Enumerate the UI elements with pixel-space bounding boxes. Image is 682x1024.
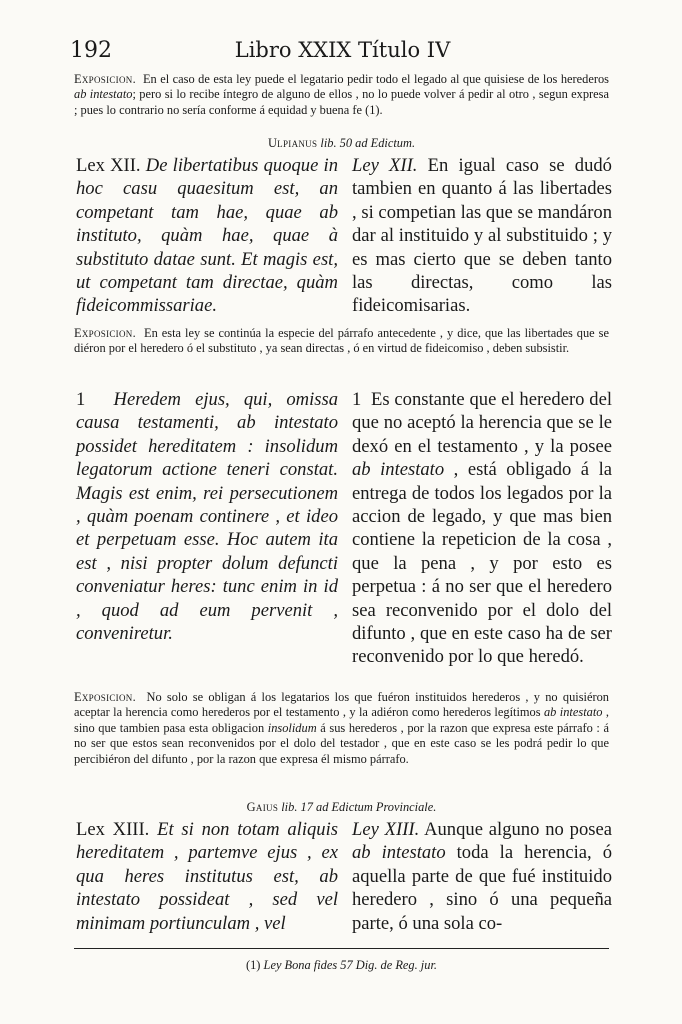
page-header xyxy=(70,38,615,66)
section-1-spanish-text: Es constante que el heredero del que no aceptó la herencia que se le dexó en el testamento , y la posee xyxy=(352,389,612,457)
ley-12-label: Ley XII. xyxy=(352,155,418,176)
footnote-rule xyxy=(74,948,609,949)
exposicion-text: ; pero si lo recibe íntegro de alguno de ellos , no lo puede volver á pedir al otro , segun expresa ; pues lo contrario no sería conforme á equidad y buena fe (1). xyxy=(74,87,609,117)
section-1-number: 1 xyxy=(352,389,362,410)
ley-13-spanish xyxy=(352,818,612,935)
exposicion-text: En esta ley se continúa la especie del párrafo antecedente , y dice, que las libertades que se diéron por el heredero ó el substituto , ya sean directas , ó en virtud de fideicomiso , deben subsistir. xyxy=(74,326,609,356)
attribution-author: Ulpianus xyxy=(267,136,318,150)
exposicion-text: En el caso de esta ley puede el legatario pedir todo el legado al que quisiese de los herederos xyxy=(142,72,609,86)
ley-13-label: Ley XIII. xyxy=(352,819,420,840)
attribution-gaius xyxy=(74,800,609,815)
exposicion-italic: insolidum xyxy=(267,720,317,735)
attribution-source: lib. 50 ad Edictum. xyxy=(320,136,416,150)
ley-12-spanish xyxy=(352,154,612,318)
page-number: 192 xyxy=(70,38,112,63)
lex-12-latin xyxy=(76,154,338,318)
exposicion-italic: ab intestato xyxy=(74,87,133,102)
section-1-spanish xyxy=(352,388,612,669)
section-1-italic: ab intestato xyxy=(352,459,445,481)
lex-13-label: Lex XIII. xyxy=(76,819,150,840)
lex-12-text: De libertatibus quoque in hoc casu quaesitum est, an competant tam hae, quae ab instituto, quàm hae, quae à substituto datae sunt. Et magis est, ut competant tam directae, quàm fideicommissariae. xyxy=(76,155,338,317)
exposicion-text: , sino que tambien pasa esta obligacion xyxy=(74,705,610,735)
running-title: Libro XXIX Título IV xyxy=(234,38,451,62)
footnote xyxy=(74,958,609,973)
ley-13-italic: ab intestato xyxy=(352,842,446,864)
lex-13-text: Et si non totam aliquis hereditatem , partemve ejus , ex qua heres institutus est, ab intestato possideat , sed vel minimam portiunculam , vel xyxy=(76,819,339,934)
exposicion-text: á sus herederos , por la razon que expresa este párrafo : á no ser que estos sean reconvenidos por el dolo del testador , que en este caso se les podrá pedir lo que percibiéron del difunto , por la razon que expresa él mismo párrafo. xyxy=(74,720,609,766)
exposicion-1 xyxy=(74,72,609,118)
footnote-marker: (1) xyxy=(245,958,261,972)
exposicion-text: No solo se obligan á los legatarios los que fuéron instituidos herederos , y no quisiéron aceptar la herencia como herederos por el testamento , y la adiéron como herederos legítimos xyxy=(74,690,609,720)
exposicion-italic: ab intestato xyxy=(543,705,603,720)
exposicion-label: Exposicion. xyxy=(74,326,136,340)
exposicion-2 xyxy=(74,326,609,357)
attribution-ulpianus xyxy=(74,136,609,151)
section-1-spanish-text: , está obligado á la entrega de todos los legados por la accion de legado, y que mas bien contiene la repeticion de la cosa , que la pena , y por esto es perpetua : á no ser que el heredero sea reconvenido por el dolo del difunto , que en este caso ha de ser reconvenido por lo que heredó. xyxy=(352,459,612,668)
exposicion-label: Exposicion. xyxy=(74,690,136,704)
ley-13-text: toda la herencia, ó aquella parte de que fué instituido heredero , sino ó una pequeña parte, ó una sola co- xyxy=(352,842,612,934)
lex-13-latin xyxy=(76,818,338,935)
section-1-latin-text: Heredem ejus, qui, omissa causa testamenti, ab intestato possidet hereditatem : insolidum legatorum actione teneri constat. Magis est enim, rei persecutionem , quàm poenam continere , et ideo et perpetuam esse. Hoc autem ita est , nisi propter dolum defuncti conveniatur heres: tunc enim in id , quod ad eum pervenit , conveniretur. xyxy=(76,389,338,645)
section-1-number: 1 xyxy=(76,389,86,410)
lex-12-label: Lex XII. xyxy=(76,155,141,176)
ley-13-text: Aunque alguno no posea xyxy=(424,819,612,840)
section-1-latin xyxy=(76,388,338,645)
exposicion-3 xyxy=(74,690,609,767)
ley-12-text: En igual caso se dudó tambien en quanto á las libertades , si competian las que se mandáron dar al instituido y al substituido ; y es mas cierto que se deben tanto las directas, como las fideicomisarias. xyxy=(352,155,612,317)
attribution-author: Gaius xyxy=(246,800,279,814)
footnote-citation: Ley Bona fides 57 Dig. de Reg. jur. xyxy=(263,958,437,972)
exposicion-label: Exposicion. xyxy=(74,72,136,86)
attribution-source: lib. 17 ad Edictum Provinciale. xyxy=(281,800,437,814)
